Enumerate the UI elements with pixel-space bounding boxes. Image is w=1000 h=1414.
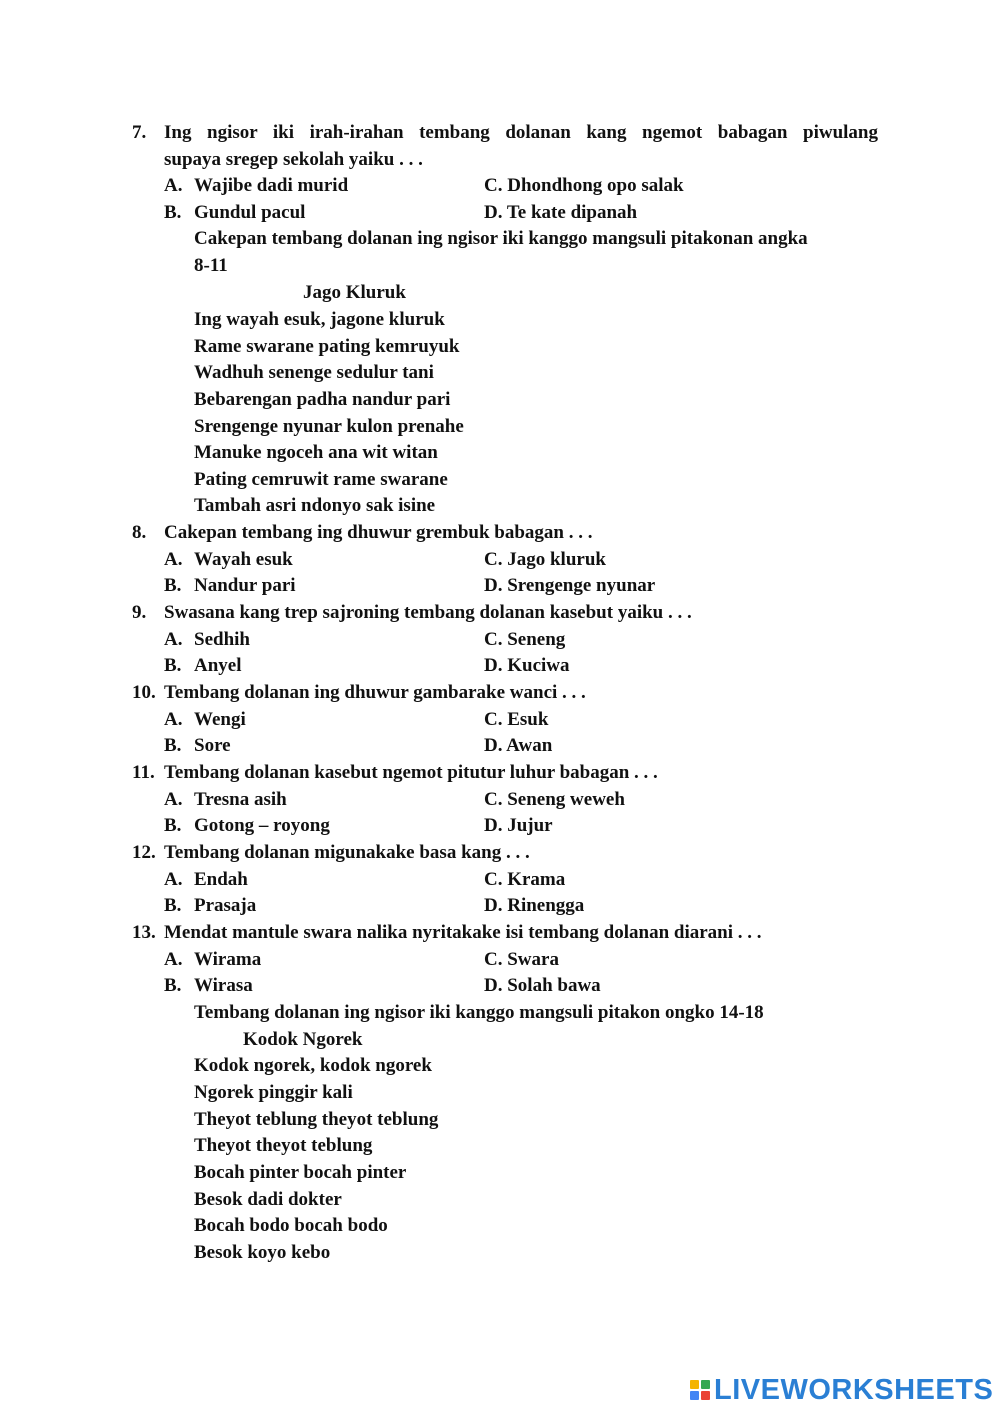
option-a[interactable]: Tresna asih <box>194 789 287 810</box>
option-label: A. <box>164 709 183 730</box>
liveworksheets-logo <box>690 1372 994 1408</box>
song-title-text: Jago Kluruk <box>303 282 406 303</box>
lyric: Theyot theyot teblung <box>194 1135 373 1156</box>
logo-square <box>690 1391 699 1400</box>
option-label: A. <box>164 175 183 196</box>
option-label: A. <box>164 789 183 810</box>
option-d[interactable]: D. Solah bawa <box>484 975 601 996</box>
option-label: B. <box>164 815 182 836</box>
lyric: Pating cemruwit rame swarane <box>194 469 448 490</box>
logo-grid-icon <box>690 1380 710 1400</box>
option-b[interactable]: Prasaja <box>194 895 257 916</box>
option-label: B. <box>164 975 182 996</box>
option-b[interactable]: Anyel <box>194 655 242 676</box>
question-text: Swasana kang trep sajroning tembang dolanan kasebut yaiku . . . <box>164 602 692 623</box>
option-a[interactable]: Wayah esuk <box>194 549 293 570</box>
option-label: B. <box>164 202 182 223</box>
lyric: Manuke ngoceh ana wit witan <box>194 442 438 463</box>
question-number: 10. <box>132 682 156 703</box>
question-number: 8. <box>132 522 147 543</box>
lyric: Bocah pinter bocah pinter <box>194 1162 407 1183</box>
option-label: A. <box>164 549 183 570</box>
lyric: Ing wayah esuk, jagone kluruk <box>194 309 445 330</box>
lyric: Wadhuh senenge sedulur tani <box>194 362 434 383</box>
option-c[interactable]: C. Seneng weweh <box>484 789 625 810</box>
option-c[interactable]: C. Jago kluruk <box>484 549 606 570</box>
lyric: Bocah bodo bocah bodo <box>194 1215 388 1236</box>
logo-square <box>701 1380 710 1389</box>
lyric: Ngorek pinggir kali <box>194 1082 353 1103</box>
question-number: 7. <box>132 122 147 143</box>
question-text: Tembang dolanan kasebut ngemot pitutur luhur babagan . . . <box>164 762 658 783</box>
brand-name: LIVEWORKSHEETS <box>714 1373 994 1406</box>
question-number: 11. <box>132 762 155 783</box>
lyric: Bebarengan padha nandur pari <box>194 389 451 410</box>
option-d[interactable]: D. Te kate dipanah <box>484 202 638 223</box>
song-title-text: Kodok Ngorek <box>243 1029 363 1050</box>
option-c[interactable]: C. Krama <box>484 869 566 890</box>
option-label: B. <box>164 575 182 596</box>
option-c[interactable]: C. Dhondhong opo salak <box>484 175 684 196</box>
option-d[interactable]: D. Kuciwa <box>484 655 570 676</box>
lyric: Rame swarane pating kemruyuk <box>194 336 460 357</box>
question-text: supaya sregep sekolah yaiku . . . <box>164 149 423 170</box>
option-c[interactable]: C. Seneng <box>484 629 566 650</box>
option-b[interactable]: Gundul pacul <box>194 202 306 223</box>
lyric: Besok dadi dokter <box>194 1189 342 1210</box>
option-a[interactable]: Sedhih <box>194 629 250 650</box>
question-number: 9. <box>132 602 147 623</box>
option-label: A. <box>164 629 183 650</box>
option-label: B. <box>164 655 182 676</box>
option-label: B. <box>164 895 182 916</box>
question-text: Cakepan tembang ing dhuwur grembuk babagan . . . <box>164 522 593 543</box>
option-b[interactable]: Gotong – royong <box>194 815 330 836</box>
intro-text: 8-11 <box>194 255 228 276</box>
option-c[interactable]: C. Esuk <box>484 709 549 730</box>
option-label: B. <box>164 735 182 756</box>
logo-square <box>701 1391 710 1400</box>
option-label: A. <box>164 949 183 970</box>
intro-text: Tembang dolanan ing ngisor iki kanggo mangsuli pitakon ongko 14-18 <box>194 1002 764 1023</box>
question-number: 13. <box>132 922 156 943</box>
lyric: Srengenge nyunar kulon prenahe <box>194 416 464 437</box>
question-number: 12. <box>132 842 156 863</box>
option-d[interactable]: D. Rinengga <box>484 895 585 916</box>
intro-text: Cakepan tembang dolanan ing ngisor iki kanggo mangsuli pitakonan angka <box>194 228 808 249</box>
option-c[interactable]: C. Swara <box>484 949 559 970</box>
option-a[interactable]: Endah <box>194 869 248 890</box>
option-a[interactable]: Wengi <box>194 709 246 730</box>
option-b[interactable]: Wirasa <box>194 975 253 996</box>
question-text: Ing ngisor iki irah-irahan tembang dolanan kang ngemot babagan piwulang <box>164 122 878 143</box>
question-text: Mendat mantule swara nalika nyritakake isi tembang dolanan diarani . . . <box>164 922 762 943</box>
lyric: Theyot teblung theyot teblung <box>194 1109 439 1130</box>
lyric: Tambah asri ndonyo sak isine <box>194 495 436 516</box>
question-text: Tembang dolanan ing dhuwur gambarake wanci . . . <box>164 682 586 703</box>
question-text: Tembang dolanan migunakake basa kang . . . <box>164 842 530 863</box>
option-b[interactable]: Nandur pari <box>194 575 296 596</box>
option-a[interactable]: Wajibe dadi murid <box>194 175 349 196</box>
option-d[interactable]: D. Awan <box>484 735 553 756</box>
option-b[interactable]: Sore <box>194 735 231 756</box>
logo-square <box>690 1380 699 1389</box>
option-a[interactable]: Wirama <box>194 949 262 970</box>
option-d[interactable]: D. Jujur <box>484 815 553 836</box>
lyric: Besok koyo kebo <box>194 1242 331 1263</box>
option-d[interactable]: D. Srengenge nyunar <box>484 575 656 596</box>
option-label: A. <box>164 869 183 890</box>
lyric: Kodok ngorek, kodok ngorek <box>194 1055 432 1076</box>
